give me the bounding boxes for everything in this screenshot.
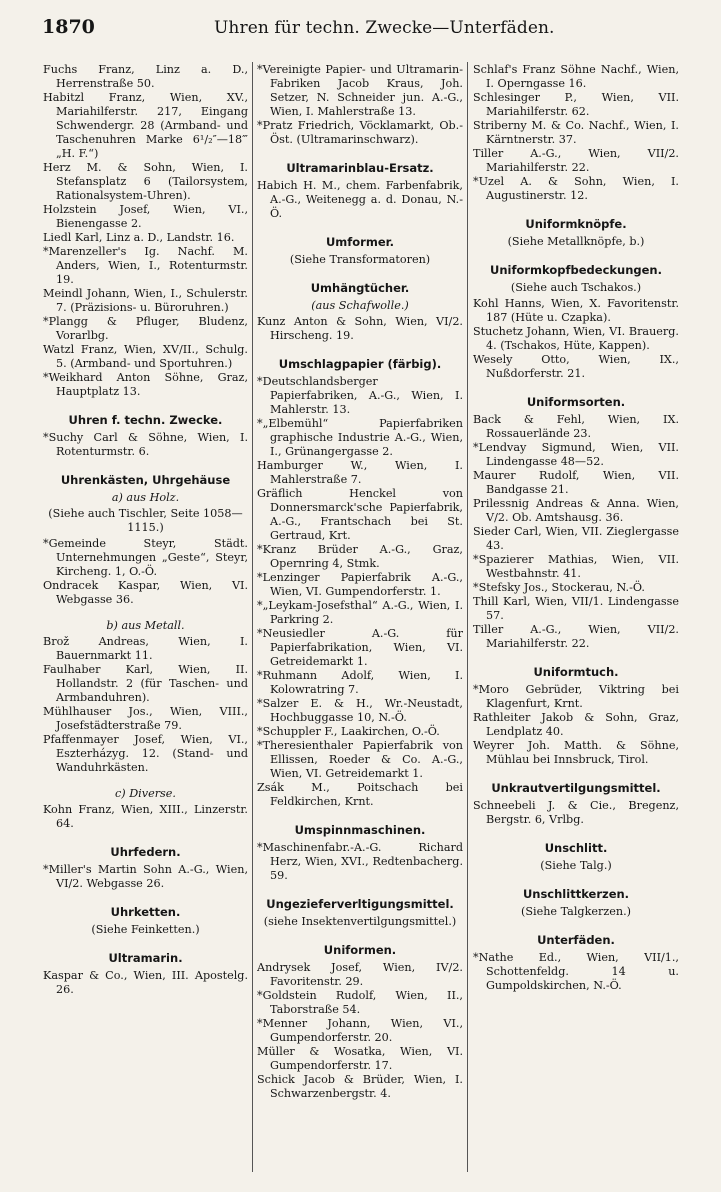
section-subheading: c) Diverse. xyxy=(115,787,176,800)
section-heading: Unterfäden. xyxy=(537,933,615,947)
cross-reference: (Siehe Talg.) xyxy=(540,859,612,872)
directory-entry: *Moro Gebrüder, Viktring bei Klagenfurt, Krnt. xyxy=(473,683,679,710)
section-heading: Uniformen. xyxy=(323,943,397,957)
section-heading: Umspinnmaschinen. xyxy=(294,823,426,837)
cross-reference: (Siehe Feinketten.) xyxy=(91,923,200,936)
directory-entry: *Stefsky Jos., Stockerau, N.-Ö. xyxy=(473,581,645,594)
directory-entry: *Suchy Carl & Söhne, Wien, I. Rotenturmstr. 6. xyxy=(43,431,248,458)
column-rule-2 xyxy=(467,62,468,1172)
section-subheading: (aus Schafwolle.) xyxy=(311,299,409,312)
directory-entry: Fuchs Franz, Linz a. D., Herrenstraße 50. xyxy=(43,63,248,90)
directory-entry: *Vereinigte Papier- und Ultramarin-Fabriken Jacob Kraus, Joh. Setzer, N. Schneider jun. A.-G., Wien, I. Mahlerstraße 13. xyxy=(257,63,463,118)
directory-entry: *Goldstein Rudolf, Wien, II., Taborstraße 54. xyxy=(257,989,463,1016)
section-heading: Uniformknöpfe. xyxy=(525,217,627,231)
directory-entry: Habich H. M., chem. Farbenfabrik, A.-G., Weitenegg a. d. Donau, N.-Ö. xyxy=(257,179,463,220)
directory-entry: Maurer Rudolf, Wien, VII. Bandgasse 21. xyxy=(473,469,679,496)
directory-entry: Müller & Wosatka, Wien, VI. Gumpendorferstr. 17. xyxy=(257,1045,463,1072)
running-title: Uhren für techn. Zwecke—Unterfäden. xyxy=(214,18,555,38)
directory-entry: *Nathe Ed., Wien, VII/1., Schottenfeldg. 14 u. Gumpoldskirchen, N.-Ö. xyxy=(473,951,679,992)
page-header xyxy=(42,16,692,46)
directory-entry: *„Leykam-Josefsthal“ A.-G., Wien, I. Parkring 2. xyxy=(257,599,463,626)
column-left xyxy=(43,63,248,997)
directory-entry: Sieder Carl, Wien, VII. Zieglergasse 43. xyxy=(473,525,679,552)
section-heading: Ultramarinblau-Ersatz. xyxy=(286,161,434,175)
directory-entry: *Miller's Martin Sohn A.-G., Wien, VI/2. Webgasse 26. xyxy=(43,863,248,890)
section-heading: Unkrautvertilgungsmittel. xyxy=(491,781,661,795)
cross-reference: (Siehe Transformatoren) xyxy=(289,253,431,266)
directory-entry: Thill Karl, Wien, VII/1. Lindengasse 57. xyxy=(473,595,679,622)
directory-entry: *Lendvay Sigmund, Wien, VII. Lindengasse 48—52. xyxy=(473,441,679,468)
section-subheading: a) aus Holz. xyxy=(111,491,180,504)
directory-entry: *Theresienthaler Papierfabrik von Ellissen, Roeder & Co. A.-G., Wien, VI. Getreidemarkt 1. xyxy=(257,739,463,780)
section-heading: Uhrenkästen, Uhrgehäuse xyxy=(60,473,231,487)
directory-entry: Weyrer Joh. Matth. & Söhne, Mühlau bei Innsbruck, Tirol. xyxy=(473,739,679,766)
directory-entry: *Weikhard Anton Söhne, Graz, Hauptplatz 13. xyxy=(43,371,248,398)
page-number: 1870 xyxy=(42,16,95,38)
section-heading: Uhren f. techn. Zwecke. xyxy=(68,413,223,427)
column-right xyxy=(473,63,679,993)
directory-entry: Liedl Karl, Linz a. D., Landstr. 16. xyxy=(43,231,235,244)
directory-entry: Ondracek Kaspar, Wien, VI. Webgasse 36. xyxy=(43,579,248,606)
directory-entry: *Schuppler F., Laakirchen, O.-Ö. xyxy=(257,725,440,738)
cross-reference: (siehe Insektenvertilgungsmittel.) xyxy=(263,915,457,928)
directory-entry: *„Elbemühl“ Papierfabriken graphische Industrie A.-G., Wien, I., Grünangergasse 2. xyxy=(257,417,463,458)
directory-entry: *Ruhmann Adolf, Wien, I. Kolowratring 7. xyxy=(257,669,463,696)
directory-entry: *Plangg & Pfluger, Bludenz, Vorarlbg. xyxy=(43,315,248,342)
section-heading: Umschlagpapier (färbig). xyxy=(278,357,442,371)
section-heading: Ultramarin. xyxy=(108,951,183,965)
directory-entry: *Kranz Brüder A.-G., Graz, Opernring 4, Stmk. xyxy=(257,543,463,570)
directory-entry: *Marenzeller's Ig. Nachf. M. Anders, Wien, I., Rotenturmstr. 19. xyxy=(43,245,248,286)
directory-entry: Striberny M. & Co. Nachf., Wien, I. Kärntnerstr. 37. xyxy=(473,119,679,146)
directory-entry: Holzstein Josef, Wien, VI., Bienengasse 2. xyxy=(43,203,248,230)
cross-reference: (Siehe Talgkerzen.) xyxy=(520,905,631,918)
directory-entry: *Deutschlandsberger Papierfabriken, A.-G., Wien, I. Mahlerstr. 13. xyxy=(257,375,463,416)
section-heading: Umhängtücher. xyxy=(310,281,410,295)
directory-entry: Andrysek Josef, Wien, IV/2. Favoritenstr. 29. xyxy=(257,961,463,988)
directory-entry: Kaspar & Co., Wien, III. Apostelg. 26. xyxy=(43,969,248,996)
directory-entry: Hamburger W., Wien, I. Mahlerstraße 7. xyxy=(257,459,463,486)
directory-entry: Mühlhauser Jos., Wien, VIII., Josefstädterstraße 79. xyxy=(43,705,248,732)
directory-entry: Watzl Franz, Wien, XV/II., Schulg. 5. (Armband- und Sportuhren.) xyxy=(43,343,248,370)
section-heading: Unschlitt. xyxy=(544,841,608,855)
directory-entry: Tiller A.-G., Wien, VII/2. Mariahilferstr. 22. xyxy=(473,147,679,174)
directory-entry: Wesely Otto, Wien, IX., Nußdorferstr. 21. xyxy=(473,353,679,380)
section-heading: Uniformsorten. xyxy=(526,395,626,409)
directory-entry: Rathleiter Jakob & Sohn, Graz, Lendplatz 40. xyxy=(473,711,679,738)
column-rule-1 xyxy=(252,62,253,1172)
directory-entry: *Salzer E. & H., Wr.-Neustadt, Hochbuggasse 10, N.-Ö. xyxy=(257,697,463,724)
directory-entry: *Neusiedler A.-G. für Papierfabrikation, Wien, VI. Getreidemarkt 1. xyxy=(257,627,463,668)
directory-entry: Schneebeli J. & Cie., Bregenz, Bergstr. 6, Vrlbg. xyxy=(473,799,679,826)
cross-reference: (Siehe auch Tschakos.) xyxy=(510,281,642,294)
section-heading: Ungezieferverltigungsmittel. xyxy=(266,897,454,911)
section-heading: Umformer. xyxy=(325,235,395,249)
section-heading: Uniformkopfbedeckungen. xyxy=(490,263,662,277)
section-subheading: b) aus Metall. xyxy=(106,619,185,632)
column-middle xyxy=(257,63,463,1101)
directory-entry: Gräflich Henckel von Donnersmarck'sche Papierfabrik, A.-G., Frantschach bei St. Gertraud, Krt. xyxy=(257,487,463,542)
directory-entry: Kohl Hanns, Wien, X. Favoritenstr. 187 (Hüte u. Czapka). xyxy=(473,297,679,324)
section-heading: Uniformtuch. xyxy=(533,665,619,679)
directory-entry: Pfaffenmayer Josef, Wien, VI., Eszterházyg. 12. (Stand- und Wanduhrkästen. xyxy=(43,733,248,774)
directory-entry: Schlaf's Franz Söhne Nachf., Wien, I. Operngasse 16. xyxy=(473,63,679,90)
directory-entry: Prilessnig Andreas & Anna. Wien, V/2. Ob. Amtshausg. 36. xyxy=(473,497,679,524)
directory-entry: Stuchetz Johann, Wien, VI. Brauerg. 4. (Tschakos, Hüte, Kappen). xyxy=(473,325,679,352)
directory-entry: *Uzel A. & Sohn, Wien, I. Augustinerstr. 12. xyxy=(473,175,679,202)
directory-entry: Faulhaber Karl, Wien, II. Hollandstr. 2 (für Taschen- und Armbanduhren). xyxy=(43,663,248,704)
directory-entry: Habitzl Franz, Wien, XV., Mariahilferstr. 217, Eingang Schwendergr. 28 (Armband- und Taschenuhren Marke 6¹/₂″—18‴ „H. F.“) xyxy=(43,91,248,160)
directory-entry: Meindl Johann, Wien, I., Schulerstr. 7. (Präzisions- u. Büroruhren.) xyxy=(43,287,248,314)
directory-entry: *Lenzinger Papierfabrik A.-G., Wien, VI. Gumpendorferstr. 1. xyxy=(257,571,463,598)
directory-entry: Herz M. & Sohn, Wien, I. Stefansplatz 6 (Tailorsystem, Rationalsystem-Uhren). xyxy=(43,161,248,202)
directory-entry: *Pratz Friedrich, Vöcklamarkt, Ob.-Öst. (Ultramarinschwarz). xyxy=(257,119,463,146)
directory-entry: Brož Andreas, Wien, I. Bauernmarkt 11. xyxy=(43,635,248,662)
directory-entry: Kunz Anton & Sohn, Wien, VI/2. Hirscheng. 19. xyxy=(257,315,463,342)
directory-entry: *Gemeinde Steyr, Städt. Unternehmungen „Geste“, Steyr, Kircheng. 1, O.-Ö. xyxy=(43,537,248,578)
section-heading: Unschlittkerzen. xyxy=(522,887,630,901)
directory-entry: Schlesinger P., Wien, VII. Mariahilferstr. 62. xyxy=(473,91,679,118)
directory-entry: Tiller A.-G., Wien, VII/2. Mariahilferstr. 22. xyxy=(473,623,679,650)
directory-entry: Kohn Franz, Wien, XIII., Linzerstr. 64. xyxy=(43,803,248,830)
section-heading: Uhrfedern. xyxy=(110,845,181,859)
cross-reference: (Siehe auch Tischler, Seite 1058—1115.) xyxy=(48,507,243,534)
directory-entry: *Maschinenfabr.-A.-G. Richard Herz, Wien, XVI., Redtenbacherg. 59. xyxy=(257,841,463,882)
directory-entry: *Spazierer Mathias, Wien, VII. Westbahnstr. 41. xyxy=(473,553,679,580)
directory-entry: Zsák M., Poitschach bei Feldkirchen, Krnt. xyxy=(257,781,463,808)
directory-entry: Schick Jacob & Brüder, Wien, I. Schwarzenbergstr. 4. xyxy=(257,1073,463,1100)
cross-reference: (Siehe Metallknöpfe, b.) xyxy=(507,235,645,248)
directory-entry: Back & Fehl, Wien, IX. Rossauerlände 23. xyxy=(473,413,679,440)
directory-entry: *Menner Johann, Wien, VI., Gumpendorferstr. 20. xyxy=(257,1017,463,1044)
section-heading: Uhrketten. xyxy=(110,905,181,919)
